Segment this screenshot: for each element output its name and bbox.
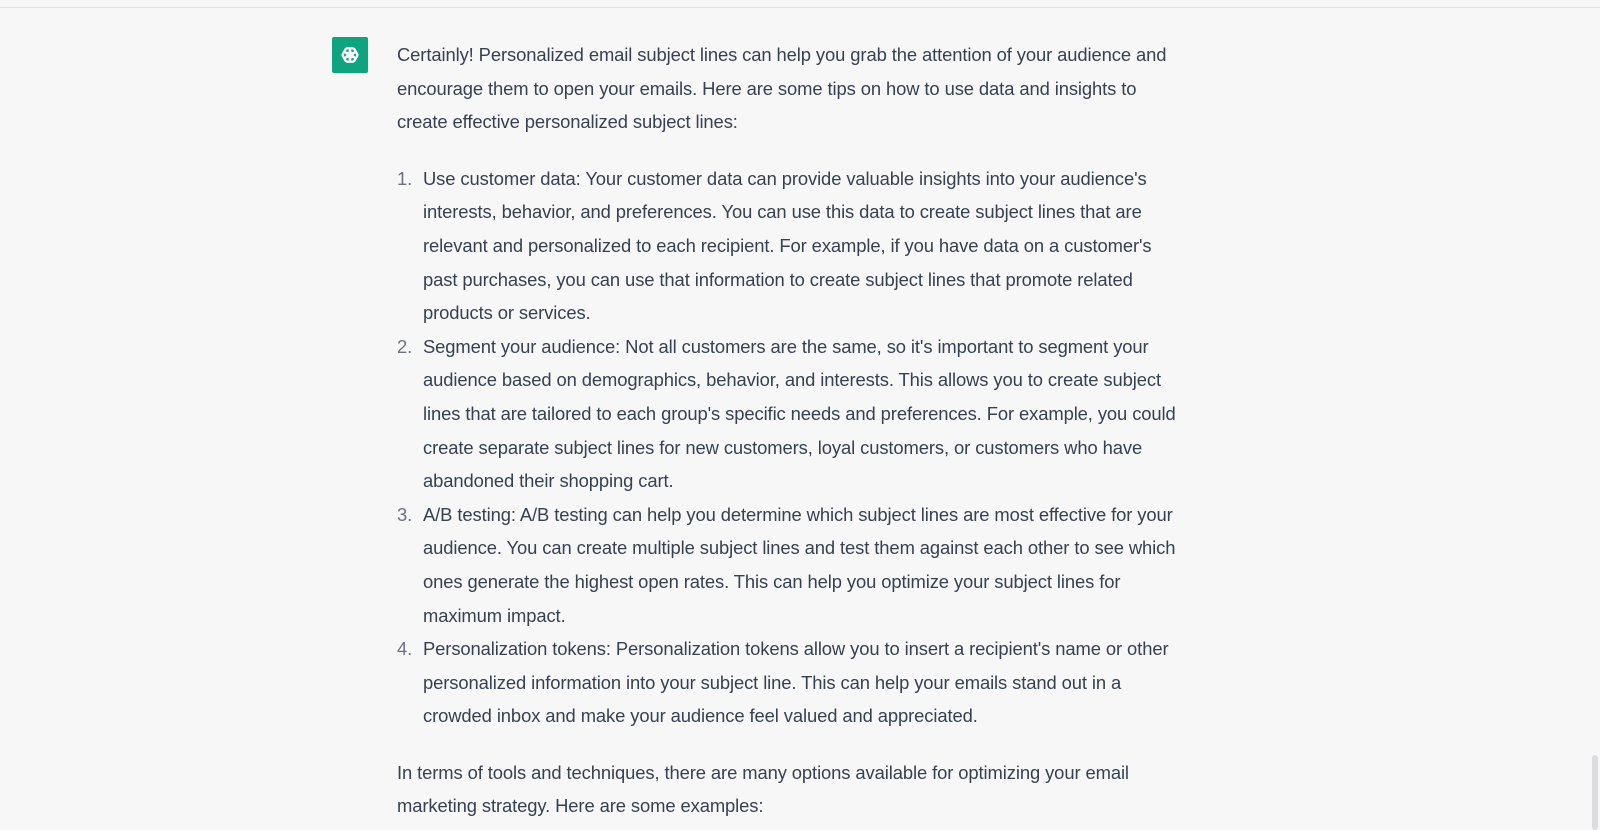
assistant-message — [397, 38, 1187, 823]
list-item — [397, 330, 1187, 498]
assistant-avatar — [332, 37, 368, 73]
list-item-number: 3. — [397, 503, 413, 525]
list-item-text: Use customer data: Your customer data can provide valuable insights into your audience's interests, behavior, and preferences. You can use this data to create subject lines that are relevant and personalized to each recipient. For example, if you have data on a customer's past purchases, you can use that information to create subject lines that promote related products or services. — [423, 167, 1152, 324]
list-item-number: 1. — [397, 167, 413, 189]
list-item — [397, 632, 1187, 733]
message-intro: Certainly! Personalized email subject lines can help you grab the attention of your audience and encourage them to open your emails. Here are some tips on how to use data and insights to create effective personalized subject lines: — [397, 44, 1167, 133]
list-item-text: A/B testing: A/B testing can help you determine which subject lines are most effective for your audience. You can create multiple subject lines and test them against each other to see which ones generate the highest open rates. This can help you optimize your subject lines for maximum impact. — [423, 503, 1176, 626]
tips-list — [397, 162, 1187, 733]
openai-logo-icon — [337, 42, 363, 68]
list-item-text: Segment your audience: Not all customers are the same, so it's important to segment your audience based on demographics, behavior, and interests. This allows you to create subject lines that are tailored to each group's specific needs and preferences. For example, you could create separate subject lines for new customers, loyal customers, or customers who have abandoned their shopping cart. — [423, 335, 1176, 492]
message-outro: In terms of tools and techniques, there are many options available for optimizing your email marketing strategy. Here are some examples: — [397, 761, 1129, 817]
top-divider — [0, 7, 1600, 8]
list-item — [397, 162, 1187, 330]
list-item-number: 4. — [397, 638, 413, 660]
list-item — [397, 498, 1187, 632]
list-item-number: 2. — [397, 335, 413, 357]
list-item-text: Personalization tokens: Personalization tokens allow you to insert a recipient's name or other personalized information into your subject line. This can help your emails stand out in a crowded inbox and make your audience feel valued and appreciated. — [423, 638, 1169, 727]
scrollbar-thumb[interactable] — [1592, 755, 1598, 830]
